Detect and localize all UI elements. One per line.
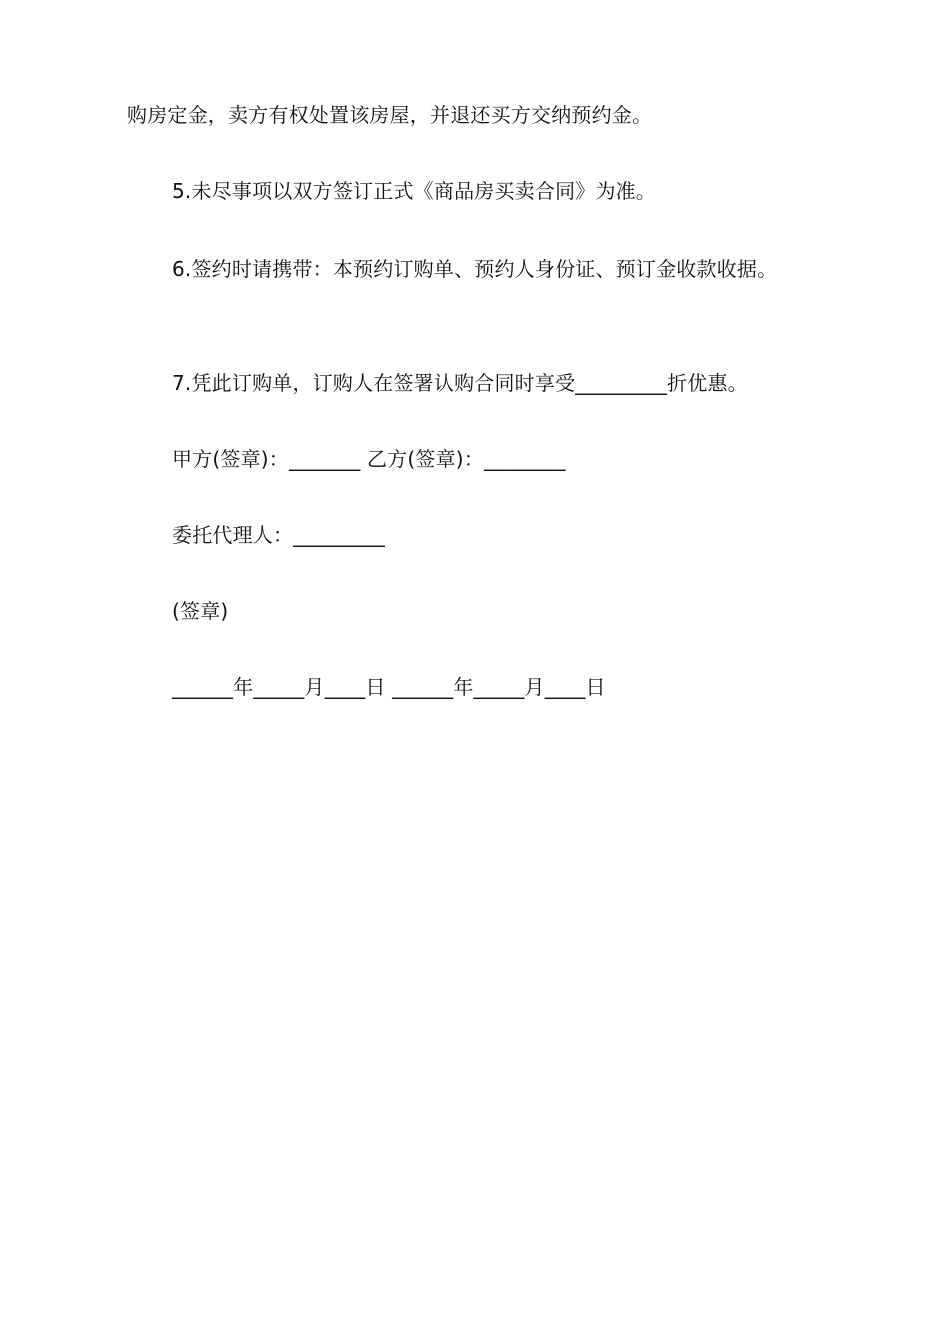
date-line: ______年_____月____日 ______年_____月____日: [172, 675, 606, 699]
seal-label: (签章): [172, 599, 229, 623]
party-signature-line: 甲方(签章)：_______ 乙方(签章)：________: [172, 447, 566, 471]
paragraph-item-5: 5.未尽事项以双方签订正式《商品房买卖合同》为准。: [172, 179, 657, 203]
agent-signature-line: 委托代理人：_________: [172, 523, 385, 547]
paragraph-item-7: 7.凭此订购单，订购人在签署认购合同时享受_________折优惠。: [172, 371, 748, 395]
paragraph-deposit-clause: 购房定金，卖方有权处置该房屋，并退还买方交纳预约金。: [127, 103, 653, 127]
paragraph-item-6: 6.签约时请携带：本预约订购单、预约人身份证、预订金收款收据。: [172, 257, 778, 281]
